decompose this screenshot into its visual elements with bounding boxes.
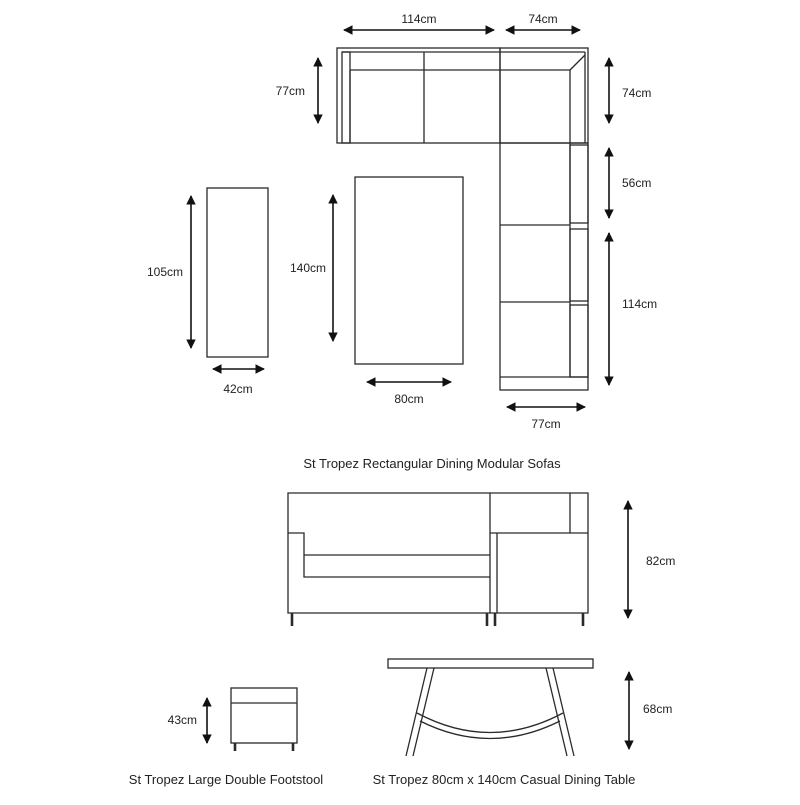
top-sofa-plan [337, 48, 588, 143]
end-unit-label: 56cm [622, 176, 652, 190]
sofa-width-label: 114cm [401, 12, 437, 26]
table-width-label: 80cm [394, 392, 424, 406]
modular-sofas-caption: St Tropez Rectangular Dining Modular Sofas [303, 456, 561, 471]
table-length-label: 140cm [289, 261, 326, 275]
side-depth-label: 77cm [531, 417, 561, 431]
dining-table-plan [355, 177, 463, 364]
side-sofa-plan [500, 143, 588, 390]
footstool-elevation [168, 688, 297, 751]
corner-depth-label: 74cm [622, 86, 652, 100]
bench-plan [207, 188, 268, 357]
side-sofa-label: 114cm [622, 297, 658, 311]
footstool-height-label: 43cm [167, 713, 197, 727]
footstool-caption: St Tropez Large Double Footstool [128, 772, 324, 787]
corner-width-label: 74cm [528, 12, 558, 26]
sofa-depth-label: 77cm [275, 84, 305, 98]
sofa-front-view [288, 493, 675, 626]
bench-length-label: 105cm [146, 265, 183, 279]
dimension-labels-top [147, 12, 657, 431]
dining-table-caption: St Tropez 80cm x 140cm Casual Dining Table [372, 772, 636, 787]
table-height-label: 68cm [643, 702, 673, 716]
bench-width-label: 42cm [223, 382, 253, 396]
dimension-arrows-top [191, 30, 609, 407]
dining-table-elevation [388, 659, 672, 756]
sofa-height-label: 82cm [646, 554, 676, 568]
